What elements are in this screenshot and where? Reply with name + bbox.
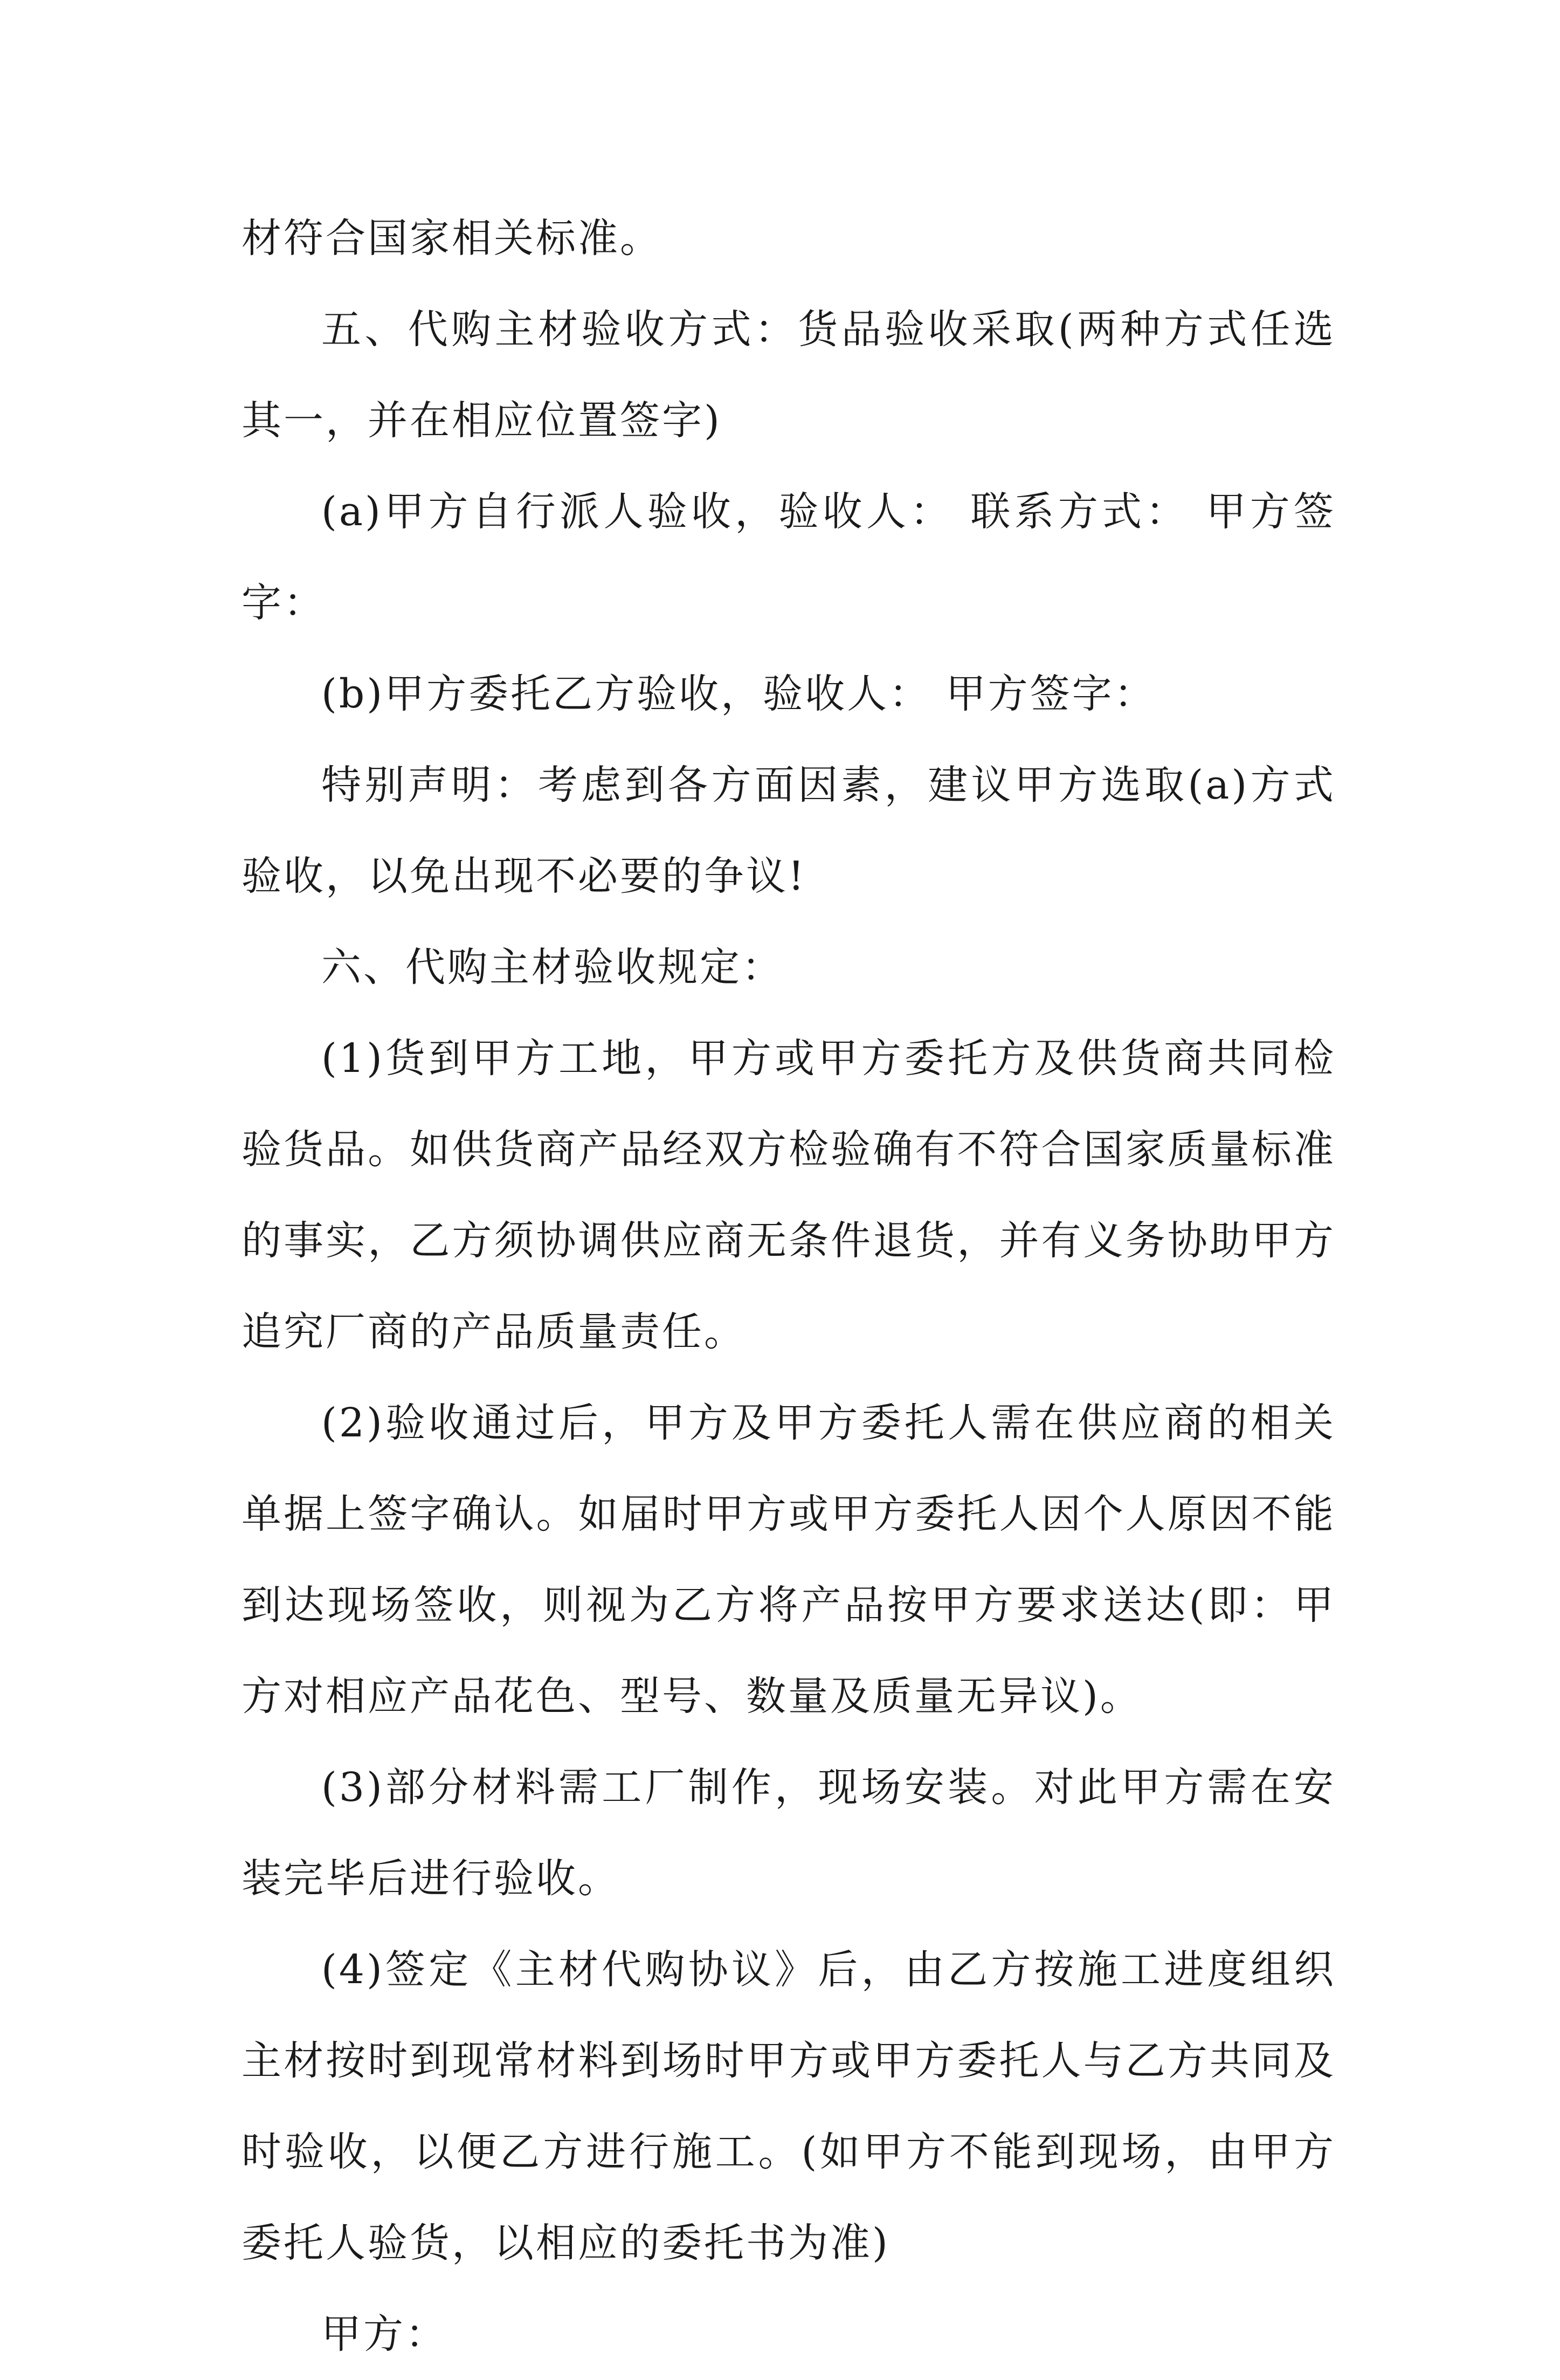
paragraph-rule-2: (2)验收通过后，甲方及甲方委托人需在供应商的相关单据上签字确认。如届时甲方或甲方委托人因个人原因不能到达现场签收，则视为乙方将产品按甲方要求送达(即：甲方对相应产品花色、型号、数量及质量无异议)。 bbox=[241, 1400, 1336, 1719]
paragraph-option-b: (b)甲方委托乙方验收，验收人： 甲方签字： bbox=[321, 671, 1156, 717]
paragraph-special-statement: 特别声明：考虑到各方面因素，建议甲方选取(a)方式验收，以免出现不必要的争议! bbox=[241, 762, 1336, 899]
paragraph-option-a: (a)甲方自行派人验收，验收人： 联系方式： 甲方签字： bbox=[241, 489, 1336, 626]
paragraph-standards-clause: 材符合国家相关标准。 bbox=[241, 215, 662, 262]
paragraph-rule-3: (3)部分材料需工厂制作，现场安装。对此甲方需在安装完毕后进行验收。 bbox=[241, 1764, 1336, 1902]
paragraph-section-six-heading: 六、代购主材验收规定： bbox=[321, 944, 784, 990]
paragraph-rule-1: (1)货到甲方工地，甲方或甲方委托方及供货商共同检验货品。如供货商产品经双方检验确有不符合国家质量标准的事实，乙方须协调供应商无条件退货，并有义务协助甲方追究厂商的产品质量责任。 bbox=[241, 1035, 1336, 1355]
paragraph-rule-4: (4)签定《主材代购协议》后，由乙方按施工进度组织主材按时到现常材料到场时甲方或甲方委托人与乙方共同及时验收，以便乙方进行施工。(如甲方不能到现场，由甲方委托人验货，以相应的委托书为准) bbox=[241, 1946, 1336, 2266]
document-body bbox=[241, 193, 1336, 2380]
paragraph-party-a-signature: 甲方： bbox=[321, 2311, 447, 2357]
paragraph-section-five-heading: 五、代购主材验收方式：货品验收采取(两种方式任选其一，并在相应位置签字) bbox=[241, 306, 1336, 444]
